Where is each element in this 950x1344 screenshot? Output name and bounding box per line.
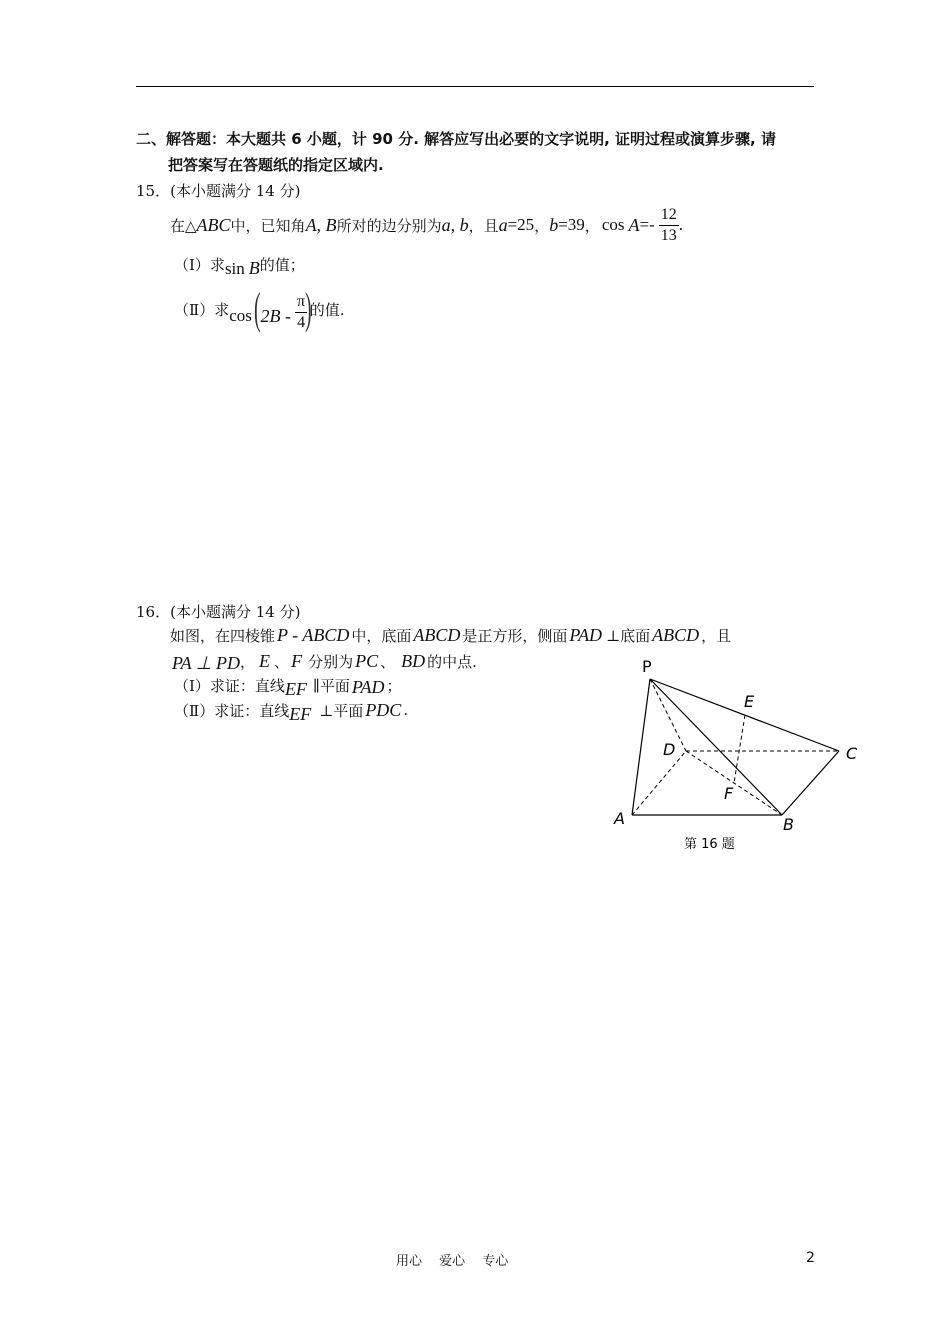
label-F: F bbox=[724, 784, 734, 803]
q15-right-paren: ) bbox=[305, 284, 312, 333]
q16-header: 16．(本小题满分 14 分) bbox=[136, 603, 301, 621]
q16-part1 bbox=[174, 672, 402, 698]
q15-angles-ab: A, B bbox=[305, 214, 337, 235]
q16-base-abcd: ABCD bbox=[413, 624, 461, 645]
q15-text-4: ，且 bbox=[468, 216, 499, 235]
q16-line1 bbox=[170, 622, 731, 648]
q15-statement bbox=[170, 203, 683, 247]
q15-text-1: 在△ bbox=[170, 216, 197, 235]
q16-part1-parallel: ∥平面 bbox=[312, 676, 350, 695]
edge-AD bbox=[632, 751, 686, 815]
label-A: A bbox=[614, 809, 625, 828]
q16-BD: BD bbox=[401, 650, 426, 671]
q15-part2-tail: 的值. bbox=[309, 300, 345, 319]
q15-part2 bbox=[174, 286, 345, 332]
q15-part2-label: （Ⅱ）求 bbox=[174, 300, 230, 319]
figure-caption: 第 16 题 bbox=[684, 837, 735, 852]
q15-cos: cos bbox=[601, 215, 625, 234]
q16-pyramid: P - ABCD bbox=[277, 624, 350, 645]
q16-part2-tail: . bbox=[403, 701, 409, 719]
label-C: C bbox=[846, 744, 858, 763]
q15-part1-tail: 的值； bbox=[259, 256, 305, 274]
q16-l1-text-e: 是正方形，侧面 bbox=[462, 626, 568, 645]
q15-part1-B: B bbox=[248, 258, 260, 278]
q15-part2-cos: cos bbox=[229, 306, 252, 325]
diagonal-BD bbox=[686, 751, 782, 815]
section-heading-line1: 二、解答题：本大题共 6 小题，计 90 分. 解答应写出必要的文字说明, 证明过程或演算步骤, 请 bbox=[136, 130, 776, 148]
q16-pa-perp-pd: PA ⊥ PD bbox=[172, 652, 241, 673]
q16-PC: PC bbox=[355, 650, 379, 671]
q15-part2-numerator: π bbox=[295, 292, 307, 313]
q15-triangle-abc: ABC bbox=[196, 214, 231, 235]
label-P: P bbox=[642, 657, 652, 676]
q16-l1-text-c: 中，底面 bbox=[351, 626, 412, 645]
q16-part2-PDC: PDC bbox=[365, 699, 402, 720]
page-number: 2 bbox=[806, 1250, 815, 1266]
q15-a-value: =25 bbox=[507, 215, 535, 234]
q15-left-paren: ( bbox=[253, 284, 261, 333]
edge-PA bbox=[632, 679, 650, 815]
q16-l1-text-g: ⊥底面 bbox=[606, 626, 651, 645]
label-B: B bbox=[783, 815, 794, 834]
q16-l2-sep-1: 、 bbox=[274, 652, 290, 671]
pyramid-figure bbox=[600, 650, 880, 860]
q15-part1 bbox=[174, 250, 305, 279]
q16-part1-EF: EF bbox=[284, 678, 307, 699]
q16-F: F bbox=[291, 650, 303, 671]
q16-base-abcd-2: ABCD bbox=[652, 624, 700, 645]
header-rule bbox=[136, 86, 814, 87]
q15-part1-label: （Ⅰ）求 bbox=[174, 256, 225, 274]
q16-l1-text-i: ，且 bbox=[701, 626, 732, 645]
q15-fraction-numerator: 12 bbox=[659, 205, 679, 226]
q15-b-value: =39 bbox=[558, 215, 585, 234]
q16-part2-label: （Ⅱ）求证：直线 bbox=[174, 701, 290, 720]
q15-comma-1: ， bbox=[534, 216, 550, 235]
q16-part2-EF: EF bbox=[289, 703, 312, 724]
q16-part1-tail: ； bbox=[386, 676, 402, 695]
q16-face-pad: PAD bbox=[569, 624, 603, 645]
q16-E: E bbox=[259, 650, 271, 671]
q16-part1-PAD: PAD bbox=[351, 676, 385, 697]
q15-header: 15．(本小题满分 14 分) bbox=[136, 182, 301, 200]
q15-fraction bbox=[659, 205, 679, 246]
q16-part1-label: （Ⅰ）求证：直线 bbox=[174, 676, 285, 695]
q16-l2-comma: ， bbox=[240, 652, 256, 671]
q15-period: . bbox=[678, 215, 683, 234]
q15-part1-sin: sin bbox=[224, 258, 245, 278]
q15-comma-2: ， bbox=[584, 216, 600, 235]
q15-text-3: 所对的边分别为 bbox=[336, 216, 442, 235]
edge-BC bbox=[782, 751, 839, 815]
q16-line2 bbox=[172, 648, 477, 674]
q16-l2-sep-2: 、 bbox=[380, 652, 396, 671]
q15-part2-2B: 2B - bbox=[260, 305, 292, 326]
label-D: D bbox=[663, 740, 676, 759]
q16-part2-perp: ⊥平面 bbox=[319, 701, 364, 720]
q16-l2-text-f: 分别为 bbox=[308, 652, 354, 671]
q15-a-var: a bbox=[498, 214, 508, 235]
label-E: E bbox=[744, 692, 755, 711]
q15-fraction-denominator: 13 bbox=[660, 226, 677, 244]
q15-b-var: b bbox=[549, 214, 559, 235]
section-heading-line2: 把答案写在答题纸的指定区域内. bbox=[168, 156, 384, 174]
footer-text: 用心 爱心 专心 bbox=[396, 1254, 509, 1269]
q15-part2-denominator: 4 bbox=[297, 313, 306, 331]
q15-sides-ab: a, b bbox=[441, 214, 469, 235]
q16-l2-text-j: 的中点. bbox=[427, 652, 477, 671]
q16-part2 bbox=[174, 697, 408, 723]
q15-eq-minus: =- bbox=[639, 215, 655, 234]
segment-EF bbox=[734, 715, 745, 783]
q15-cos-A: A bbox=[628, 214, 640, 235]
q16-l1-text-a: 如图，在四棱锥 bbox=[170, 626, 276, 645]
q15-text-2: 中，已知角 bbox=[230, 216, 306, 235]
